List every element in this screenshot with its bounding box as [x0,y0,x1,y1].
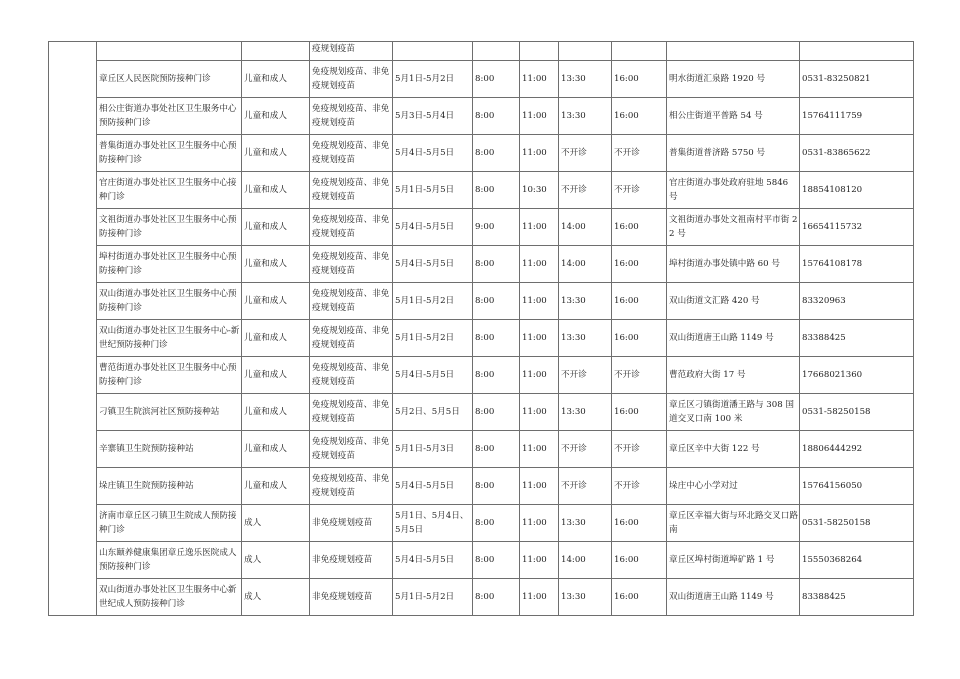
am-end-cell: 11:00 [520,357,559,394]
pm-end-cell: 16:00 [612,209,667,246]
target-cell: 成人 [242,542,310,579]
clinic-name-cell: 相公庄街道办事处社区卫生服务中心预防接种门诊 [97,98,242,135]
clinic-name-cell: 山东颐养健康集团章丘逸乐医院成人预防接种门诊 [97,542,242,579]
vaccine-cell: 疫规划疫苗 [310,42,393,61]
target-cell: 儿童和成人 [242,431,310,468]
am-end-cell: 11:00 [520,468,559,505]
address-cell: 埠村街道办事处镇中路 60 号 [667,246,800,283]
dates-cell: 5月4日-5月5日 [393,468,473,505]
am-start-cell: 8:00 [473,283,520,320]
pm-start-cell: 不开诊 [559,468,612,505]
phone-cell: 83320963 [800,283,914,320]
clinic-name-cell: 曹范街道办事处社区卫生服务中心预防接种门诊 [97,357,242,394]
target-cell: 成人 [242,505,310,542]
table-row [49,505,914,542]
pm-start-cell: 13:30 [559,394,612,431]
am-start-cell: 8:00 [473,320,520,357]
table-row [49,431,914,468]
address-cell: 章丘区刁镇街道潘王路与 308 国道交叉口南 100 米 [667,394,800,431]
target-cell: 儿童和成人 [242,283,310,320]
phone-cell: 18806444292 [800,431,914,468]
pm-start-cell: 不开诊 [559,431,612,468]
am-end-cell: 11:00 [520,135,559,172]
am-end-cell: 11:00 [520,246,559,283]
target-cell: 儿童和成人 [242,61,310,98]
target-cell: 儿童和成人 [242,320,310,357]
table-row [49,98,914,135]
dates-cell: 5月1日-5月3日 [393,431,473,468]
phone-cell: 0531-58250158 [800,505,914,542]
pm-start-cell: 14:00 [559,209,612,246]
target-cell: 儿童和成人 [242,394,310,431]
address-cell: 章丘区辛中大街 122 号 [667,431,800,468]
pm-start-cell: 13:30 [559,579,612,616]
pm-end-cell: 16:00 [612,98,667,135]
vaccine-cell: 免疫规划疫苗、非免疫规划疫苗 [310,468,393,505]
vaccine-cell: 免疫规划疫苗、非免疫规划疫苗 [310,431,393,468]
table-row [49,283,914,320]
phone-cell: 18854108120 [800,172,914,209]
dates-cell: 5月1日、5月4日、5月5日 [393,505,473,542]
am-start-cell: 9:00 [473,209,520,246]
am-end-cell: 11:00 [520,320,559,357]
am-end-cell: 11:00 [520,61,559,98]
am-start-cell: 8:00 [473,135,520,172]
phone-cell: 83388425 [800,320,914,357]
table-row [49,61,914,98]
address-cell: 章丘区埠村街道埠矿路 1 号 [667,542,800,579]
am-start-cell: 8:00 [473,468,520,505]
am-start-cell: 8:00 [473,357,520,394]
phone-cell: 0531-58250158 [800,394,914,431]
pm-end-cell: 16:00 [612,320,667,357]
pm-start-cell: 不开诊 [559,357,612,394]
am-start-cell: 8:00 [473,172,520,209]
vaccine-cell: 免疫规划疫苗、非免疫规划疫苗 [310,357,393,394]
pm-start-cell: 13:30 [559,283,612,320]
table-row [49,135,914,172]
clinic-name-cell: 普集街道办事处社区卫生服务中心预防接种门诊 [97,135,242,172]
pm-end-cell [612,42,667,61]
am-start-cell [473,42,520,61]
target-cell: 儿童和成人 [242,468,310,505]
address-cell: 双山街道唐王山路 1149 号 [667,320,800,357]
pm-start-cell [559,42,612,61]
pm-start-cell: 不开诊 [559,135,612,172]
dates-cell: 5月4日-5月5日 [393,246,473,283]
vaccine-cell: 非免疫规划疫苗 [310,505,393,542]
vaccine-cell: 免疫规划疫苗、非免疫规划疫苗 [310,98,393,135]
dates-cell: 5月1日-5月2日 [393,61,473,98]
clinic-name-cell: 双山街道办事处社区卫生服务中心新世纪成人预防接种门诊 [97,579,242,616]
pm-end-cell: 16:00 [612,283,667,320]
am-end-cell: 11:00 [520,579,559,616]
region-cell [49,42,97,616]
pm-start-cell: 13:30 [559,320,612,357]
address-cell: 双山街道文汇路 420 号 [667,283,800,320]
pm-end-cell: 不开诊 [612,135,667,172]
table-row [49,42,914,61]
table-body [49,42,914,616]
pm-end-cell: 16:00 [612,246,667,283]
dates-cell: 5月4日-5月5日 [393,209,473,246]
vaccine-cell: 免疫规划疫苗、非免疫规划疫苗 [310,283,393,320]
pm-start-cell: 14:00 [559,246,612,283]
pm-start-cell: 不开诊 [559,172,612,209]
target-cell: 儿童和成人 [242,246,310,283]
phone-cell: 15764108178 [800,246,914,283]
table-row [49,468,914,505]
am-start-cell: 8:00 [473,505,520,542]
clinic-name-cell: 埠村街道办事处社区卫生服务中心预防接种门诊 [97,246,242,283]
clinic-name-cell: 文祖街道办事处社区卫生服务中心预防接种门诊 [97,209,242,246]
clinic-name-cell: 双山街道办事处社区卫生服务中心-新世纪预防接种门诊 [97,320,242,357]
table-row [49,172,914,209]
am-end-cell: 11:00 [520,209,559,246]
am-start-cell: 8:00 [473,61,520,98]
am-start-cell: 8:00 [473,394,520,431]
dates-cell: 5月1日-5月2日 [393,320,473,357]
phone-cell: 15550368264 [800,542,914,579]
clinic-name-cell [97,42,242,61]
address-cell: 曹范政府大街 17 号 [667,357,800,394]
address-cell: 章丘区幸福大街与环北路交叉口路南 [667,505,800,542]
clinic-name-cell: 章丘区人民医院预防接种门诊 [97,61,242,98]
target-cell: 成人 [242,579,310,616]
pm-end-cell: 不开诊 [612,172,667,209]
dates-cell: 5月4日-5月5日 [393,135,473,172]
vaccine-cell: 非免疫规划疫苗 [310,542,393,579]
dates-cell: 5月3日-5月4日 [393,98,473,135]
clinic-name-cell: 辛寨镇卫生院预防接种站 [97,431,242,468]
vaccine-cell: 免疫规划疫苗、非免疫规划疫苗 [310,172,393,209]
target-cell [242,42,310,61]
pm-start-cell: 13:30 [559,61,612,98]
clinic-name-cell: 济南市章丘区刁镇卫生院成人预防接种门诊 [97,505,242,542]
pm-start-cell: 13:30 [559,505,612,542]
table-row [49,394,914,431]
am-start-cell: 8:00 [473,542,520,579]
vaccination-schedule-table [48,41,914,616]
table-row [49,246,914,283]
am-end-cell: 11:00 [520,505,559,542]
target-cell: 儿童和成人 [242,172,310,209]
pm-start-cell: 13:30 [559,98,612,135]
am-end-cell: 11:00 [520,431,559,468]
dates-cell: 5月4日-5月5日 [393,357,473,394]
am-start-cell: 8:00 [473,431,520,468]
am-end-cell: 11:00 [520,98,559,135]
vaccine-cell: 免疫规划疫苗、非免疫规划疫苗 [310,135,393,172]
address-cell [667,42,800,61]
am-end-cell: 11:00 [520,542,559,579]
vaccine-cell: 免疫规划疫苗、非免疫规划疫苗 [310,320,393,357]
am-start-cell: 8:00 [473,579,520,616]
dates-cell: 5月1日-5月2日 [393,579,473,616]
clinic-name-cell: 双山街道办事处社区卫生服务中心预防接种门诊 [97,283,242,320]
address-cell: 垛庄中心小学对过 [667,468,800,505]
table-row [49,579,914,616]
vaccine-cell: 免疫规划疫苗、非免疫规划疫苗 [310,246,393,283]
am-end-cell: 10:30 [520,172,559,209]
address-cell: 相公庄街道平普路 54 号 [667,98,800,135]
am-start-cell: 8:00 [473,246,520,283]
phone-cell: 17668021360 [800,357,914,394]
table-row [49,542,914,579]
address-cell: 普集街道普济路 5750 号 [667,135,800,172]
dates-cell: 5月1日-5月5日 [393,172,473,209]
clinic-name-cell: 官庄街道办事处社区卫生服务中心接种门诊 [97,172,242,209]
phone-cell: 0531-83865622 [800,135,914,172]
address-cell: 文祖街道办事处文祖南村平市街 22 号 [667,209,800,246]
phone-cell: 0531-83250821 [800,61,914,98]
am-start-cell: 8:00 [473,98,520,135]
phone-cell: 15764156050 [800,468,914,505]
pm-end-cell: 16:00 [612,542,667,579]
pm-end-cell: 不开诊 [612,357,667,394]
vaccine-cell: 免疫规划疫苗、非免疫规划疫苗 [310,209,393,246]
vaccine-cell: 免疫规划疫苗、非免疫规划疫苗 [310,394,393,431]
table-row [49,357,914,394]
pm-start-cell: 14:00 [559,542,612,579]
address-cell: 明水街道汇泉路 1920 号 [667,61,800,98]
pm-end-cell: 16:00 [612,505,667,542]
clinic-name-cell: 垛庄镇卫生院预防接种站 [97,468,242,505]
am-end-cell [520,42,559,61]
address-cell: 官庄街道办事处政府驻地 5846 号 [667,172,800,209]
am-end-cell: 11:00 [520,283,559,320]
pm-end-cell: 不开诊 [612,468,667,505]
dates-cell: 5月1日-5月2日 [393,283,473,320]
dates-cell [393,42,473,61]
phone-cell: 83388425 [800,579,914,616]
target-cell: 儿童和成人 [242,135,310,172]
am-end-cell: 11:00 [520,394,559,431]
target-cell: 儿童和成人 [242,98,310,135]
pm-end-cell: 16:00 [612,61,667,98]
clinic-name-cell: 刁镇卫生院滨河社区预防接种站 [97,394,242,431]
phone-cell: 15764111759 [800,98,914,135]
dates-cell: 5月2日、5月5日 [393,394,473,431]
pm-end-cell: 16:00 [612,394,667,431]
table-row [49,320,914,357]
phone-cell [800,42,914,61]
target-cell: 儿童和成人 [242,209,310,246]
vaccine-cell: 非免疫规划疫苗 [310,579,393,616]
target-cell: 儿童和成人 [242,357,310,394]
pm-end-cell: 不开诊 [612,431,667,468]
address-cell: 双山街道唐王山路 1149 号 [667,579,800,616]
table-row [49,209,914,246]
pm-end-cell: 16:00 [612,579,667,616]
dates-cell: 5月4日-5月5日 [393,542,473,579]
phone-cell: 16654115732 [800,209,914,246]
vaccine-cell: 免疫规划疫苗、非免疫规划疫苗 [310,61,393,98]
